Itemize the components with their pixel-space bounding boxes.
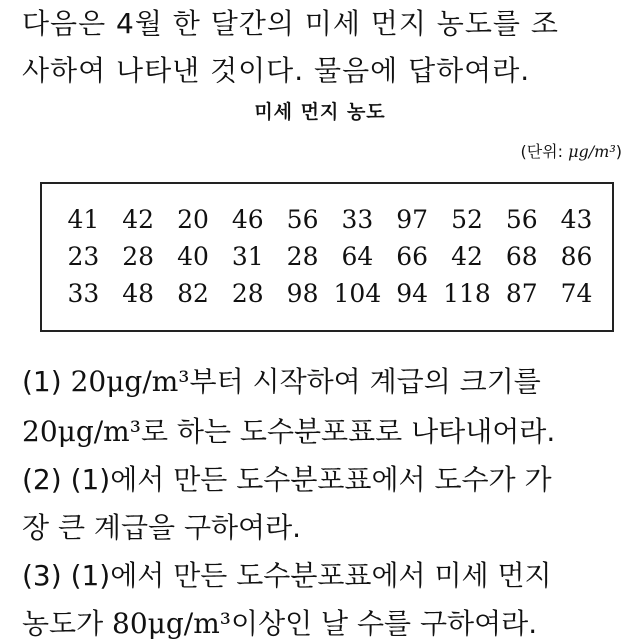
question-1-text-2: 로 하는 도수분포표로 나타내어라. [140, 415, 556, 448]
data-row-3 [56, 278, 604, 310]
table-title: 미세 먼지 농도 [254, 101, 386, 123]
unit-value: μg/m³ [568, 142, 616, 161]
unit-prefix: (단위: [520, 142, 569, 161]
question-1-number: (1) [22, 365, 71, 398]
data-cell: 31 [231, 242, 264, 271]
data-cell: 94 [396, 279, 429, 308]
data-cell: 56 [286, 205, 319, 234]
data-row-1 [56, 204, 604, 236]
data-cell: 33 [341, 205, 374, 234]
question-1-class-width: 20μg/m³ [22, 415, 141, 448]
data-cell: 42 [451, 242, 483, 271]
question-1-start-value: 20μg/m³ [70, 365, 190, 398]
data-cell: 28 [231, 279, 264, 308]
data-cell: 23 [67, 242, 100, 271]
data-cell: 86 [560, 242, 593, 271]
data-cell: 68 [505, 242, 538, 271]
data-cell: 33 [67, 279, 100, 308]
question-3-text-pre: 농도가 [22, 607, 113, 640]
data-cell: 40 [177, 242, 209, 271]
data-cell: 43 [560, 205, 593, 234]
question-2-line-1: (2) (1)에서 만든 도수분포표에서 도수가 가 [22, 463, 552, 496]
unit-suffix: ) [615, 142, 622, 161]
problem-intro [22, 0, 632, 94]
data-cell: 42 [122, 205, 155, 234]
data-cell: 28 [122, 242, 155, 271]
data-cell: 20 [177, 205, 209, 234]
question-1-line-1 [22, 364, 634, 400]
data-cell: 41 [67, 205, 100, 234]
data-cell: 104 [333, 279, 382, 308]
data-cell: 82 [177, 279, 209, 308]
data-cell: 97 [396, 205, 429, 234]
question-3-line-2 [22, 606, 634, 642]
data-cell: 74 [560, 279, 593, 308]
data-cell: 118 [443, 279, 491, 308]
data-cell: 66 [396, 242, 429, 271]
question-2-line-2: 장 큰 계급을 구하여라. [22, 511, 302, 544]
question-1-text: 부터 시작하여 계급의 크기를 [189, 365, 541, 398]
question-1-line-2 [22, 414, 634, 450]
intro-line-2: 사하여 나타낸 것이다. 물음에 답하여라. [22, 54, 531, 87]
data-row-2 [56, 241, 604, 273]
data-cell: 64 [341, 242, 374, 271]
data-cell: 46 [231, 205, 264, 234]
question-3-text-rest: 이상인 날 수를 구하여라. [231, 607, 538, 640]
data-cell: 52 [451, 205, 483, 234]
data-table-box [40, 182, 614, 332]
data-cell: 98 [286, 279, 319, 308]
data-cell: 56 [505, 205, 538, 234]
unit-label [520, 139, 622, 162]
intro-line-1: 다음은 4월 한 달간의 미세 먼지 농도를 조 [22, 7, 559, 40]
question-3-line-1: (3) (1)에서 만든 도수분포표에서 미세 먼지 [22, 559, 552, 592]
question-3-threshold: 80μg/m³ [112, 607, 232, 640]
data-cell: 28 [286, 242, 319, 271]
data-cell: 87 [505, 279, 538, 308]
data-cell: 48 [122, 279, 155, 308]
